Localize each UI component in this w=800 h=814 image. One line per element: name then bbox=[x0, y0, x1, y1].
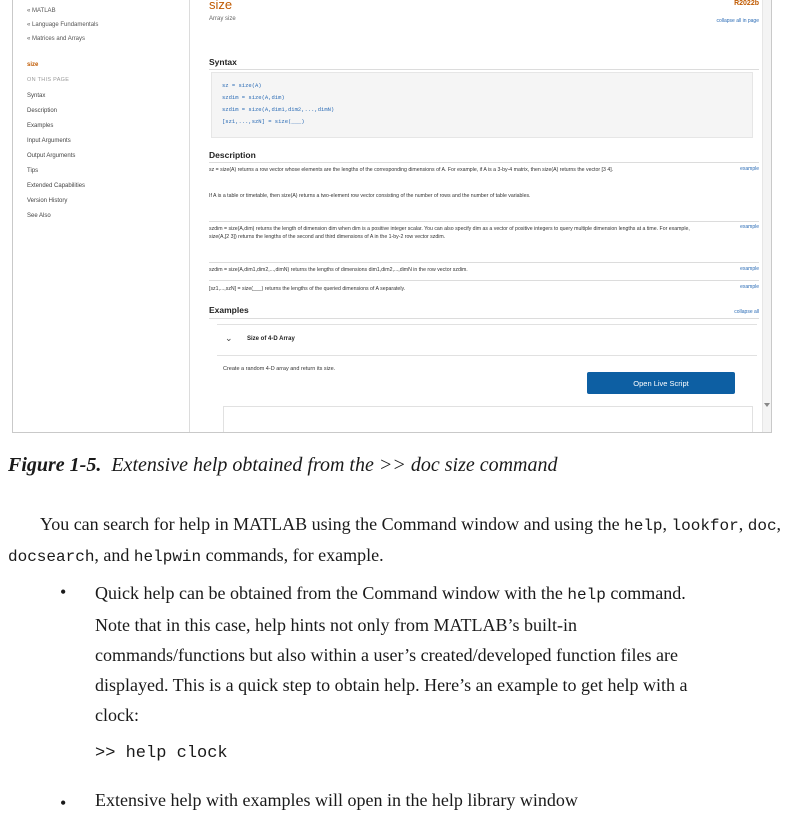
on-this-page-label: ON THIS PAGE bbox=[27, 77, 70, 83]
page-subtitle: Array size bbox=[209, 16, 236, 22]
description-row: sz = size(A) returns a row vector whose elements are the lengths of the corresponding dimensions of A. For example, if A is a 3-by-4 matrix, then size(A) returns the vector [3 4]. bbox=[209, 167, 614, 173]
description-row: szdim = size(A,dim1,dim2,...,dimN) returns the lengths of dimensions dim1,dim2,...,dimN in the row vector szdim. bbox=[209, 267, 468, 273]
figure-caption bbox=[8, 454, 558, 477]
description-divider bbox=[209, 280, 759, 281]
examples-heading: Examples bbox=[209, 305, 249, 315]
breadcrumb-matlab[interactable]: « MATLAB bbox=[27, 8, 56, 14]
example-link[interactable]: example bbox=[740, 284, 759, 290]
figure-caption-text: Extensive help obtained from the >> doc size command bbox=[111, 454, 558, 476]
body-paragraph: You can search for help in MATLAB using the Command window and using the help, lookfor, doc, docsearch, and helpwin commands, for example. bbox=[8, 514, 782, 566]
chevron-down-icon[interactable]: ⌄ bbox=[225, 333, 233, 343]
code-helpwin: helpwin bbox=[133, 548, 202, 566]
sidebar-item-tips[interactable]: Tips bbox=[27, 168, 39, 174]
example-title[interactable]: Size of 4-D Array bbox=[247, 336, 295, 342]
sidebar-item-syntax[interactable]: Syntax bbox=[27, 93, 46, 99]
sidebar-item-description[interactable]: Description bbox=[27, 108, 58, 114]
description-row: [sz1,...,szN] = size(___) returns the lengths of the queried dimensions of A separately. bbox=[209, 286, 406, 292]
collapse-all-in-page-link[interactable]: collapse all in page bbox=[716, 18, 759, 24]
bullet-quick-help: Quick help can be obtained from the Command window with the help command. Note that in this case, help hints not only from MATLAB’s built-in commands/functions but also within a user’s created/developed function files are displayed. This is a quick step to obtain help. Here’s an example to get help with a clock: bbox=[95, 583, 688, 725]
description-divider bbox=[209, 262, 759, 263]
doc-main-content bbox=[209, 0, 759, 432]
syntax-heading: Syntax bbox=[209, 57, 237, 67]
sidebar-item-see-also[interactable]: See Also bbox=[27, 213, 51, 219]
syntax-line[interactable]: [sz1,...,szN] = size(___) bbox=[222, 118, 305, 125]
description-row: szdim = size(A,dim) returns the length of dimension dim when dim is a positive integer scalar. You can also specify dim as a vector of positive integers to query multiple dimension lengths at a time. For example, size(A,[2 3]) returns the lengths of the second and third dimensions of A in the 1-by-2 row vector szdim. bbox=[209, 226, 690, 240]
code-help: help bbox=[567, 586, 606, 604]
code-doc: doc bbox=[747, 517, 777, 535]
description-divider bbox=[209, 162, 759, 163]
example-link[interactable]: example bbox=[740, 166, 759, 172]
breadcrumb-language-fundamentals[interactable]: « Language Fundamentals bbox=[27, 22, 99, 28]
syntax-code-block bbox=[211, 72, 753, 138]
release-badge: R2022b bbox=[734, 0, 759, 7]
code-help: help bbox=[624, 517, 663, 535]
code-docsearch: docsearch bbox=[8, 548, 95, 566]
doc-screenshot bbox=[12, 0, 772, 433]
example-link[interactable]: example bbox=[740, 266, 759, 272]
description-divider bbox=[209, 221, 759, 222]
syntax-line[interactable]: szdim = size(A,dim) bbox=[222, 94, 285, 101]
doc-sidebar bbox=[13, 0, 190, 432]
page-title: size bbox=[209, 0, 233, 12]
sidebar-item-version-history[interactable]: Version History bbox=[27, 198, 68, 204]
sidebar-item-examples[interactable]: Examples bbox=[27, 123, 54, 129]
sidebar-current-page: size bbox=[27, 62, 39, 68]
bullet-marker: • bbox=[60, 582, 67, 602]
breadcrumb-matrices-arrays[interactable]: « Matrices and Arrays bbox=[27, 36, 86, 42]
example-link[interactable]: example bbox=[740, 224, 759, 230]
example-code-block bbox=[223, 406, 753, 433]
syntax-line[interactable]: sz = size(A) bbox=[222, 82, 262, 89]
scrollbar[interactable] bbox=[762, 0, 771, 432]
open-live-script-button[interactable]: Open Live Script bbox=[587, 372, 735, 394]
syntax-line[interactable]: szdim = size(A,dim1,dim2,...,dimN) bbox=[222, 106, 335, 113]
examples-divider bbox=[209, 318, 759, 319]
scroll-down-arrow-icon[interactable] bbox=[764, 403, 770, 407]
description-heading: Description bbox=[209, 150, 256, 160]
sidebar-item-output-arguments[interactable]: Output Arguments bbox=[27, 153, 76, 159]
example-accordion[interactable] bbox=[217, 324, 757, 356]
example-text: Create a random 4-D array and return its size. bbox=[223, 366, 336, 372]
collapse-all-link[interactable]: collapse all bbox=[734, 309, 759, 315]
figure-label: Figure 1-5. bbox=[8, 454, 102, 476]
example-command: >> help clock bbox=[95, 744, 228, 763]
sidebar-item-input-arguments[interactable]: Input Arguments bbox=[27, 138, 71, 144]
description-row: If A is a table or timetable, then size(A) returns a two-element row vector consisting of the number of rows and the number of table variables. bbox=[209, 193, 531, 199]
syntax-divider bbox=[209, 69, 759, 70]
sidebar-item-extended-capabilities[interactable]: Extended Capabilities bbox=[27, 183, 86, 189]
code-lookfor: lookfor bbox=[671, 517, 739, 535]
bullet-extensive-help: Extensive help with examples will open in the help library window bbox=[95, 790, 578, 810]
bullet-marker: • bbox=[60, 793, 67, 813]
